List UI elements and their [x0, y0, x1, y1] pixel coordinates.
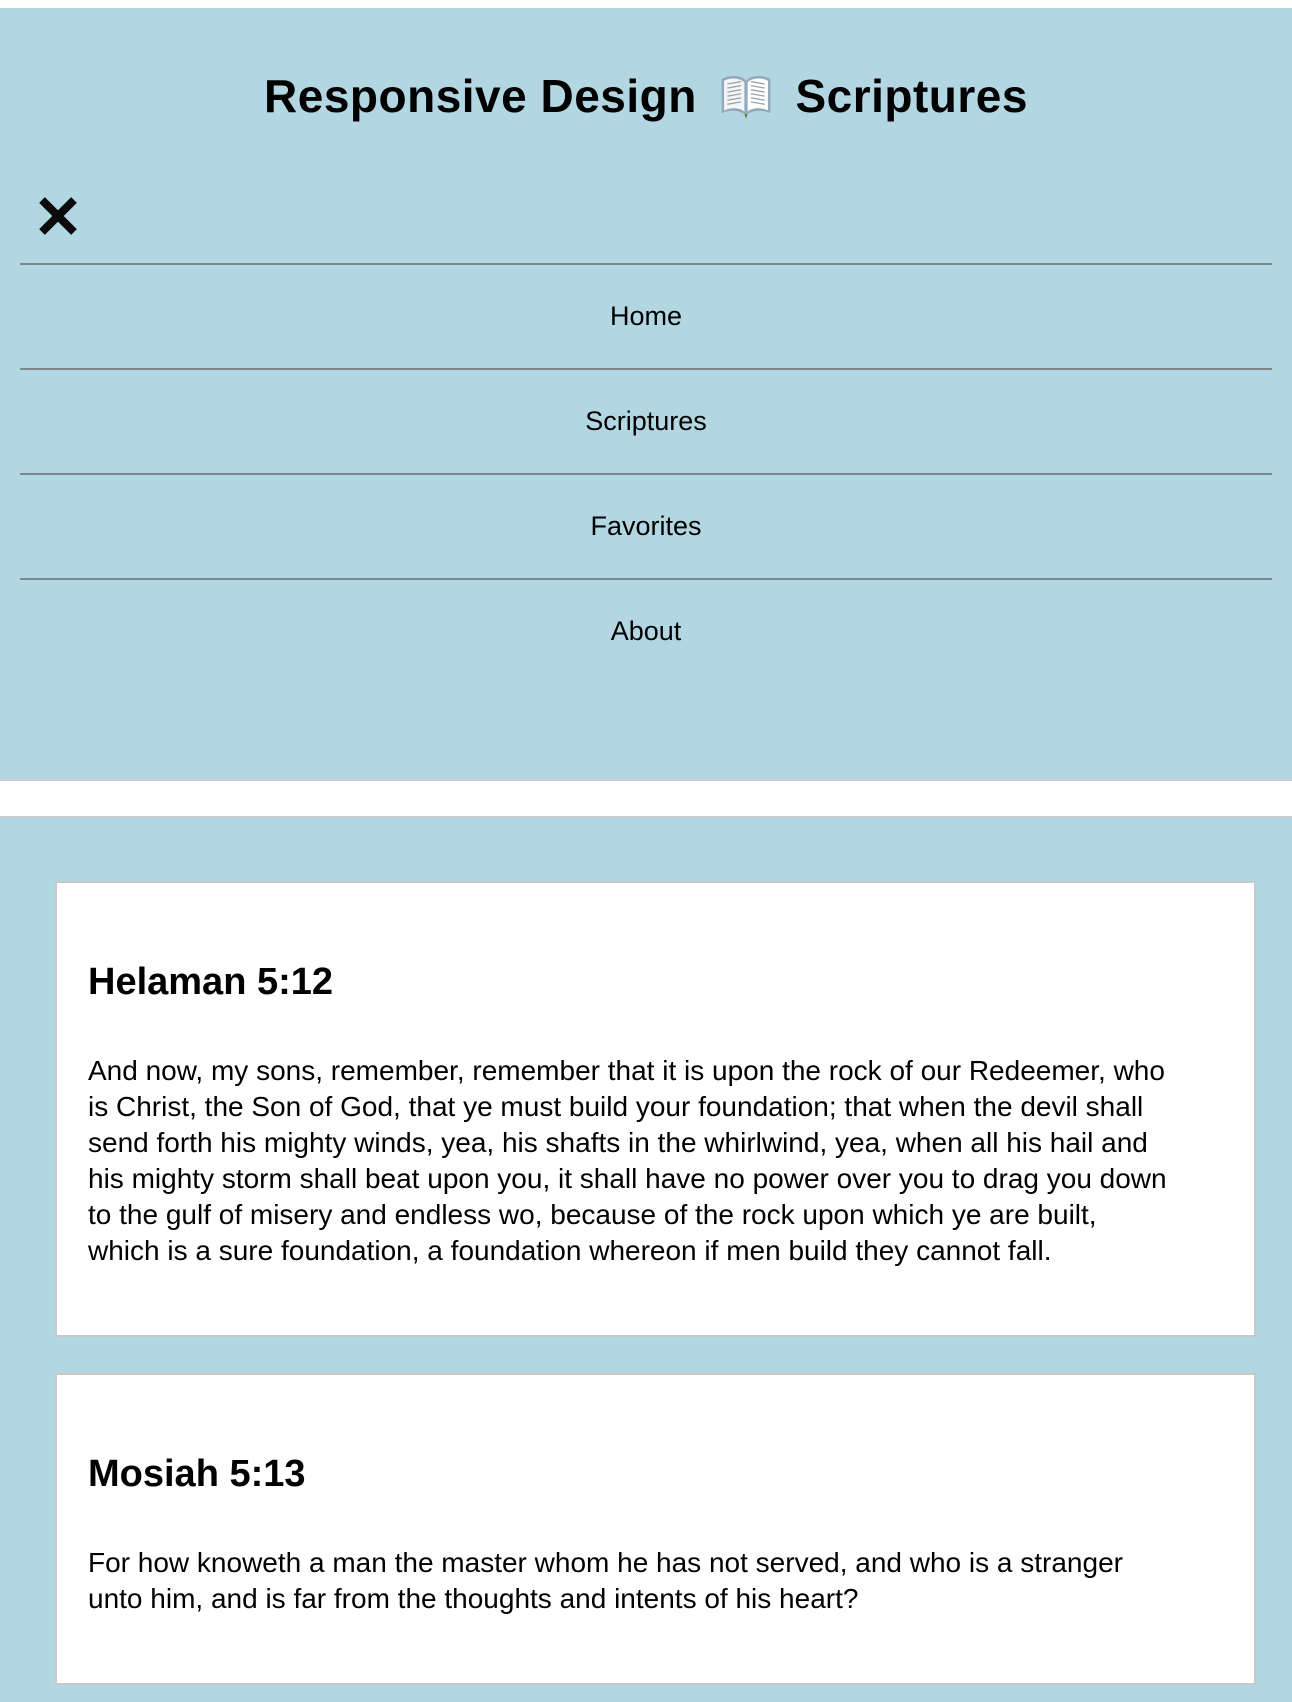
nav-item-scriptures[interactable]: Scriptures	[20, 368, 1272, 473]
page-title-text-left: Responsive Design	[264, 70, 697, 122]
page-title-text-right: Scriptures	[795, 70, 1028, 122]
header-section	[0, 8, 1292, 781]
open-book-icon	[720, 74, 772, 132]
main-nav	[0, 263, 1292, 683]
scripture-card	[55, 881, 1256, 1337]
scripture-reference: Helaman 5:12	[88, 961, 334, 1003]
nav-item-home[interactable]: Home	[20, 263, 1272, 368]
nav-item-favorites[interactable]: Favorites	[20, 473, 1272, 578]
close-menu-button[interactable]	[34, 192, 82, 240]
scriptures-section	[0, 816, 1292, 1702]
scripture-reference: Mosiah 5:13	[88, 1453, 306, 1495]
page-title	[0, 8, 1292, 132]
close-icon	[34, 228, 82, 243]
nav-list	[20, 263, 1272, 683]
scripture-text: And now, my sons, remember, remember that it is upon the rock of our Redeemer, who is Christ, the Son of God, that ye must build your foundation; that when the devil shall send forth his mighty winds, yea, his shafts in the whirlwind, yea, when all his hail and his mighty storm shall beat upon you, it shall have no power over you to drag you down to the gulf of misery and endless wo, because of the rock upon which ye are built, which is a sure foundation, a foundation whereon if men build they cannot fall.	[88, 1055, 1167, 1266]
scripture-card	[55, 1373, 1256, 1685]
nav-item-about[interactable]: About	[20, 578, 1272, 683]
scripture-text: For how knoweth a man the master whom he has not served, and who is a stranger unto him, and is far from the thoughts and intents of his heart?	[88, 1547, 1123, 1614]
